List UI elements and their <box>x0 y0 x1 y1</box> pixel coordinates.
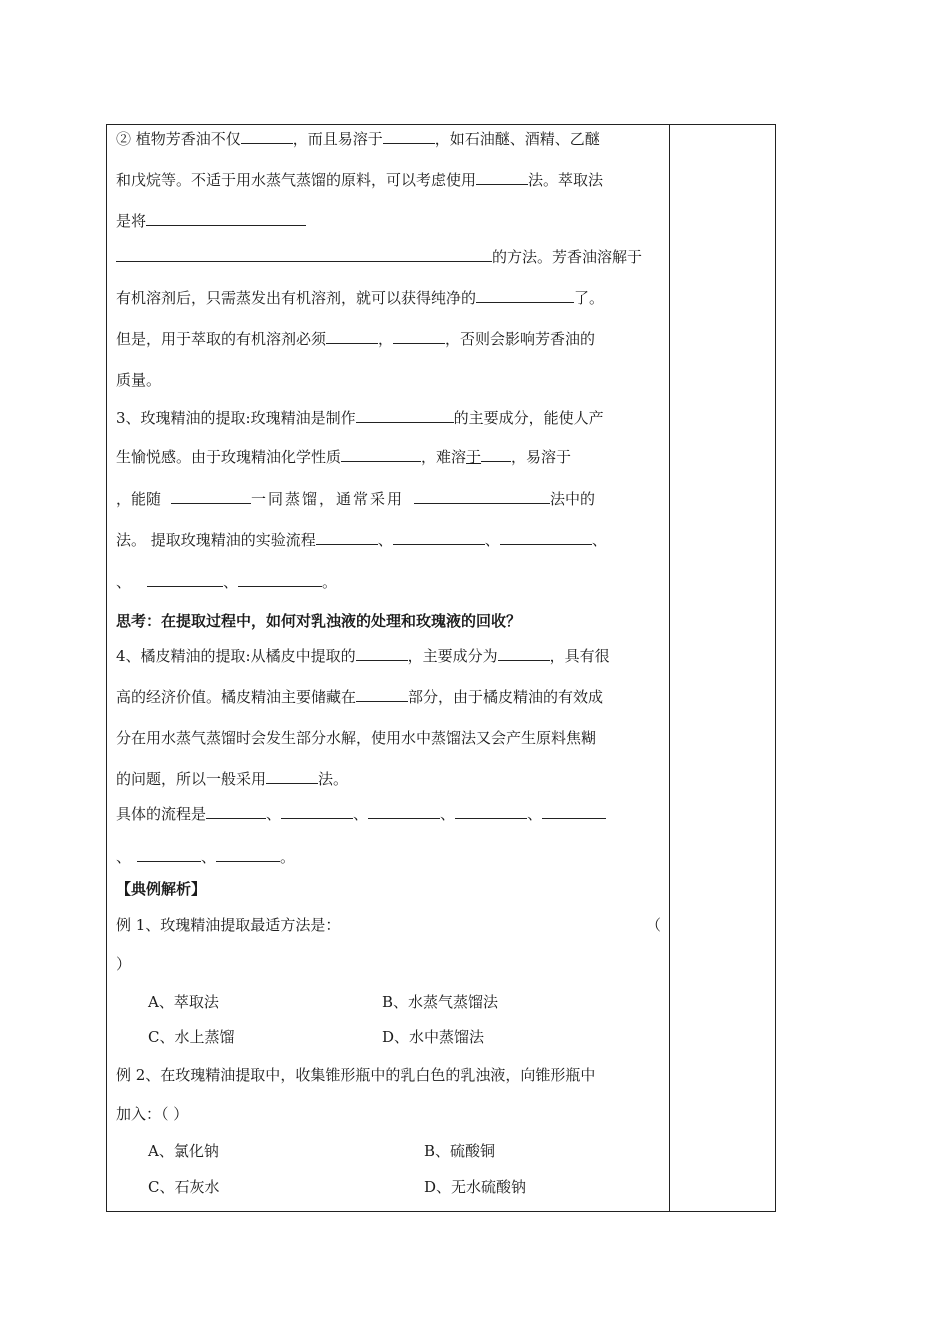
text: 的问题，所以一般采用 <box>116 770 267 788</box>
blank[interactable] <box>137 846 201 862</box>
text: 4、橘皮精油的提取:从橘皮中提取的 <box>116 647 356 665</box>
text: 、 <box>266 805 282 823</box>
text: 但是，用于萃取的有机溶剂必须 <box>116 330 327 348</box>
blank[interactable] <box>383 128 435 144</box>
p3-line-1 <box>116 407 604 429</box>
p2-line-2 <box>116 169 603 191</box>
blank[interactable] <box>206 803 266 819</box>
blank[interactable] <box>316 529 378 545</box>
p4-line-6 <box>116 846 295 868</box>
blank[interactable] <box>542 803 606 819</box>
text: ，易溶于 <box>511 448 572 466</box>
text: 和戊烷等。不适于用水蒸气蒸馏的原料，可以考虑使用 <box>116 171 477 189</box>
ex1-question: 例 1、玫瑰精油提取最适方法是： <box>116 916 341 934</box>
blank[interactable] <box>356 686 408 702</box>
blank[interactable] <box>241 128 293 144</box>
blank[interactable] <box>341 446 421 462</box>
text: 、 <box>377 531 393 549</box>
ex2-option-d: D、无水硫酸钠 <box>424 1178 527 1196</box>
text: 有机溶剂后，只需蒸发出有机溶剂，就可以获得纯净的 <box>116 289 477 307</box>
blank[interactable] <box>393 328 445 344</box>
p2-line-5 <box>116 287 604 309</box>
text: 生愉悦感。由于玫瑰精油化学性质 <box>116 448 342 466</box>
text: 高的经济价值。橘皮精油主要储藏在 <box>116 688 357 706</box>
text: ， <box>378 330 394 348</box>
column-divider <box>669 125 670 1211</box>
blank[interactable] <box>326 328 378 344</box>
text: ，如石油醚、酒精、乙醚 <box>434 130 600 148</box>
p2-line-7 <box>116 369 161 391</box>
ex1-option-d: D、水中蒸馏法 <box>382 1028 485 1046</box>
p3-line-2 <box>116 446 571 468</box>
text: 质量。 <box>116 371 162 389</box>
ex2-question-line-1: 例 2、在玫瑰精油提取中，收集锥形瓶中的乳白色的乳浊液，向锥形瓶中 <box>116 1066 596 1084</box>
text: 3、玫瑰精油的提取:玫瑰精油是制作 <box>116 409 356 427</box>
blank[interactable] <box>476 287 574 303</box>
text: 、 <box>201 848 217 866</box>
text: 。 <box>322 573 338 591</box>
text: ，而且易溶于 <box>292 130 383 148</box>
text: ，具有很 <box>549 647 610 665</box>
text: 一同蒸馏，通常采用 <box>251 490 405 508</box>
ex1-paren-close: ） <box>116 955 132 973</box>
ex1-option-c: C、水上蒸馏 <box>148 1028 235 1046</box>
p4-line-1 <box>116 645 610 667</box>
text: ，主要成分为 <box>407 647 498 665</box>
p3-line-5 <box>116 571 337 593</box>
text: 分在用水蒸气蒸馏时会发生部分水解，使用水中蒸馏法又会产生原料焦糊 <box>116 729 597 747</box>
blank[interactable] <box>147 571 223 587</box>
blank[interactable] <box>414 488 550 504</box>
ex2-question-line-2: 加入：（ ） <box>116 1105 189 1123</box>
blank[interactable] <box>356 407 454 423</box>
text: 法中的 <box>550 490 596 508</box>
text: 的方法。芳香油溶解于 <box>492 248 643 266</box>
blank[interactable] <box>368 803 440 819</box>
example-heading: 【典例解析】 <box>116 880 207 898</box>
p2-line-3 <box>116 210 306 232</box>
think-question: 思考：在提取过程中，如何对乳浊液的处理和玫瑰液的回收？ <box>116 612 522 630</box>
p2-line-1 <box>116 128 600 150</box>
blank[interactable] <box>216 846 280 862</box>
text: 、 <box>116 573 132 591</box>
text: ② 植物芳香油不仅 <box>116 130 241 148</box>
worksheet-table <box>106 124 776 1212</box>
ex2-option-b: B、硫酸铜 <box>424 1142 496 1160</box>
text: 、 <box>353 805 369 823</box>
text: 法。 提取玫瑰精油的实验流程 <box>116 531 316 549</box>
ex1-option-a: A、萃取法 <box>148 993 219 1011</box>
blank[interactable] <box>455 803 527 819</box>
ex1-option-b: B、水蒸气蒸馏法 <box>382 993 499 1011</box>
text: ，否则会影响芳香油的 <box>445 330 596 348</box>
blank[interactable] <box>171 488 251 504</box>
text: ，难溶 <box>421 448 467 466</box>
blank[interactable] <box>266 768 318 784</box>
text: 、 <box>440 805 456 823</box>
text: 。 <box>280 848 296 866</box>
text: 、 <box>223 573 239 591</box>
p2-line-4 <box>116 246 642 268</box>
text: 的主要成分，能使人产 <box>453 409 604 427</box>
blank[interactable] <box>281 803 353 819</box>
text: ，能随 <box>116 490 162 508</box>
text: 、 <box>527 805 543 823</box>
blank[interactable] <box>498 645 550 661</box>
blank[interactable] <box>146 210 306 226</box>
blank[interactable] <box>476 169 528 185</box>
p2-line-6 <box>116 328 595 350</box>
blank[interactable] <box>238 571 322 587</box>
text: 、 <box>484 531 500 549</box>
text: 法。萃取法 <box>528 171 604 189</box>
text: 具体的流程是 <box>116 805 207 823</box>
text: 了。 <box>574 289 605 307</box>
blank[interactable] <box>500 529 592 545</box>
text: 、 <box>116 848 132 866</box>
blank[interactable] <box>481 446 511 462</box>
blank[interactable] <box>393 529 485 545</box>
text: 是将 <box>116 212 147 230</box>
p4-line-5 <box>116 803 606 825</box>
p3-line-4 <box>116 529 607 551</box>
text: 部分，由于橘皮精油的有效成 <box>408 688 604 706</box>
p4-line-2 <box>116 686 603 708</box>
ex2-option-c: C、石灰水 <box>148 1178 220 1196</box>
p4-line-3 <box>116 727 596 749</box>
text: 法。 <box>318 770 349 788</box>
blank[interactable] <box>356 645 408 661</box>
text: 、 <box>591 531 607 549</box>
text: 于 <box>466 448 482 466</box>
p3-line-3 <box>116 488 595 510</box>
blank[interactable] <box>116 246 492 262</box>
ex2-option-a: A、氯化钠 <box>148 1142 219 1160</box>
p4-line-4 <box>116 768 348 790</box>
ex1-paren-open: （ <box>646 916 662 934</box>
